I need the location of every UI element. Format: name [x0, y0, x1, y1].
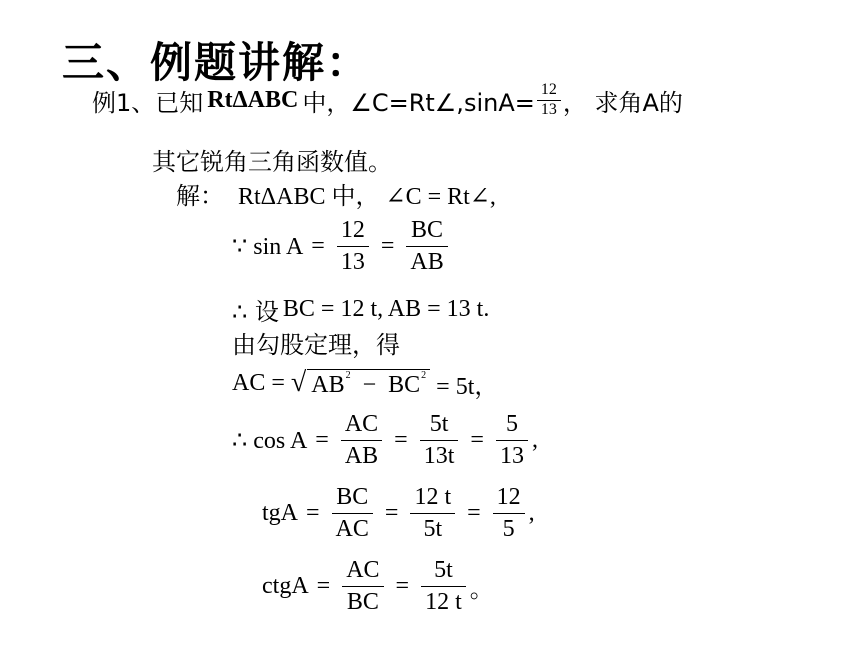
fraction-numerator: 5t — [429, 411, 449, 437]
ac-result: = 5t， — [436, 374, 499, 400]
sin-fraction-ratio — [406, 218, 447, 275]
sin-equation — [232, 218, 452, 275]
fraction-bar — [342, 586, 383, 587]
cos-fraction-ratio — [341, 412, 382, 469]
fraction-bar — [337, 246, 369, 247]
comma: , — [528, 500, 535, 527]
fraction-denominator: 5 — [502, 516, 515, 543]
problem-condition: 中，∠C=Rt∠,sinA= — [302, 88, 535, 117]
fraction-numerator: BC — [411, 217, 444, 243]
tan-fraction-value — [493, 485, 525, 542]
fraction-denominator: 5t — [423, 516, 443, 543]
fraction-numerator: 5t — [434, 557, 453, 583]
equals-sign: = — [315, 427, 329, 454]
cot-fraction-t — [421, 558, 466, 615]
tan-equation — [262, 485, 535, 542]
exponent: 2 — [345, 369, 351, 381]
fraction-numerator: 5 — [505, 411, 518, 437]
ac-label: AC = — [232, 370, 285, 396]
fraction-numerator: BC — [336, 484, 369, 510]
pythagoras-line: 由勾股定理，得 — [232, 331, 400, 359]
square-root — [290, 366, 430, 399]
cot-label: ctgA — [262, 573, 309, 600]
fraction-numerator: 12 t — [414, 484, 452, 510]
fraction-bar — [341, 440, 382, 441]
therefore-set: ∴ 设 — [232, 298, 279, 326]
minus-sign: − — [362, 371, 377, 398]
cos-fraction-value — [496, 412, 528, 469]
fraction-bar — [493, 513, 525, 514]
fraction-denominator: 12 t — [425, 589, 462, 616]
problem-sin-fraction — [537, 82, 561, 119]
problem-line-1 — [92, 82, 683, 119]
tan-label: tgA — [262, 500, 298, 527]
radicand — [307, 369, 430, 399]
cos-equation — [232, 412, 538, 469]
fraction-bar — [406, 246, 447, 247]
equals-sign: = — [306, 500, 320, 527]
sin-label: ∵ sin A — [232, 234, 304, 261]
fraction-denominator: 13t — [423, 443, 455, 470]
solution-line-1 — [176, 176, 496, 211]
fraction-numerator: 12 — [540, 81, 557, 98]
fraction-denominator: AB — [410, 249, 444, 276]
fraction-bar — [496, 440, 528, 441]
page-title: 三、例题讲解： — [62, 38, 371, 87]
fraction-bar — [410, 513, 455, 514]
fraction-denominator: AC — [335, 516, 369, 543]
equals-sign: = — [470, 427, 484, 454]
equals-sign: = — [394, 427, 408, 454]
period: 。 — [469, 575, 494, 604]
cos-fraction-t — [420, 412, 459, 469]
set-values: BC = 12 t, AB = 13 t. — [282, 296, 490, 322]
fraction-bar — [421, 586, 466, 587]
problem-line-2: 其它锐角三角函数值。 — [152, 148, 392, 176]
set-variables-line — [232, 292, 489, 327]
ac-equation — [232, 366, 498, 401]
fraction-bar — [332, 513, 373, 514]
radicand-bc: BC — [388, 371, 421, 398]
fraction-denominator: BC — [346, 589, 379, 616]
cos-label: ∴ cos A — [232, 428, 308, 455]
fraction-denominator: 13 — [540, 100, 557, 118]
tan-fraction-t — [410, 485, 455, 542]
sin-fraction-value — [337, 218, 369, 275]
cot-equation — [262, 558, 494, 615]
cot-fraction-ratio — [342, 558, 383, 615]
comma: , — [531, 427, 538, 454]
equals-sign: = — [380, 233, 395, 260]
equals-sign: = — [316, 573, 331, 600]
problem-suffix: ， 求角A的 — [562, 88, 683, 117]
fraction-denominator: 13 — [499, 443, 524, 470]
solution-label: 解： — [176, 182, 224, 210]
fraction-numerator: AC — [344, 411, 379, 437]
fraction-bar — [420, 440, 459, 441]
fraction-numerator: 12 — [496, 484, 521, 510]
fraction-numerator: 12 — [340, 217, 365, 243]
equals-sign: = — [395, 573, 410, 600]
problem-triangle: RtΔABC — [207, 86, 299, 113]
exponent: 2 — [421, 369, 427, 381]
solution-given: RtΔABC 中， ∠C = Rt∠, — [238, 184, 496, 210]
problem-prefix: 例1、已知 — [92, 88, 204, 117]
equals-sign: = — [384, 500, 399, 527]
fraction-denominator: AB — [344, 443, 379, 470]
equals-sign: = — [467, 500, 481, 527]
fraction-denominator: 13 — [340, 249, 365, 276]
radical-sign-icon: √ — [290, 366, 307, 398]
equals-sign: = — [311, 233, 325, 260]
radicand-ab: AB — [311, 371, 345, 398]
tan-fraction-ratio — [332, 485, 373, 542]
fraction-numerator: AC — [346, 557, 380, 583]
